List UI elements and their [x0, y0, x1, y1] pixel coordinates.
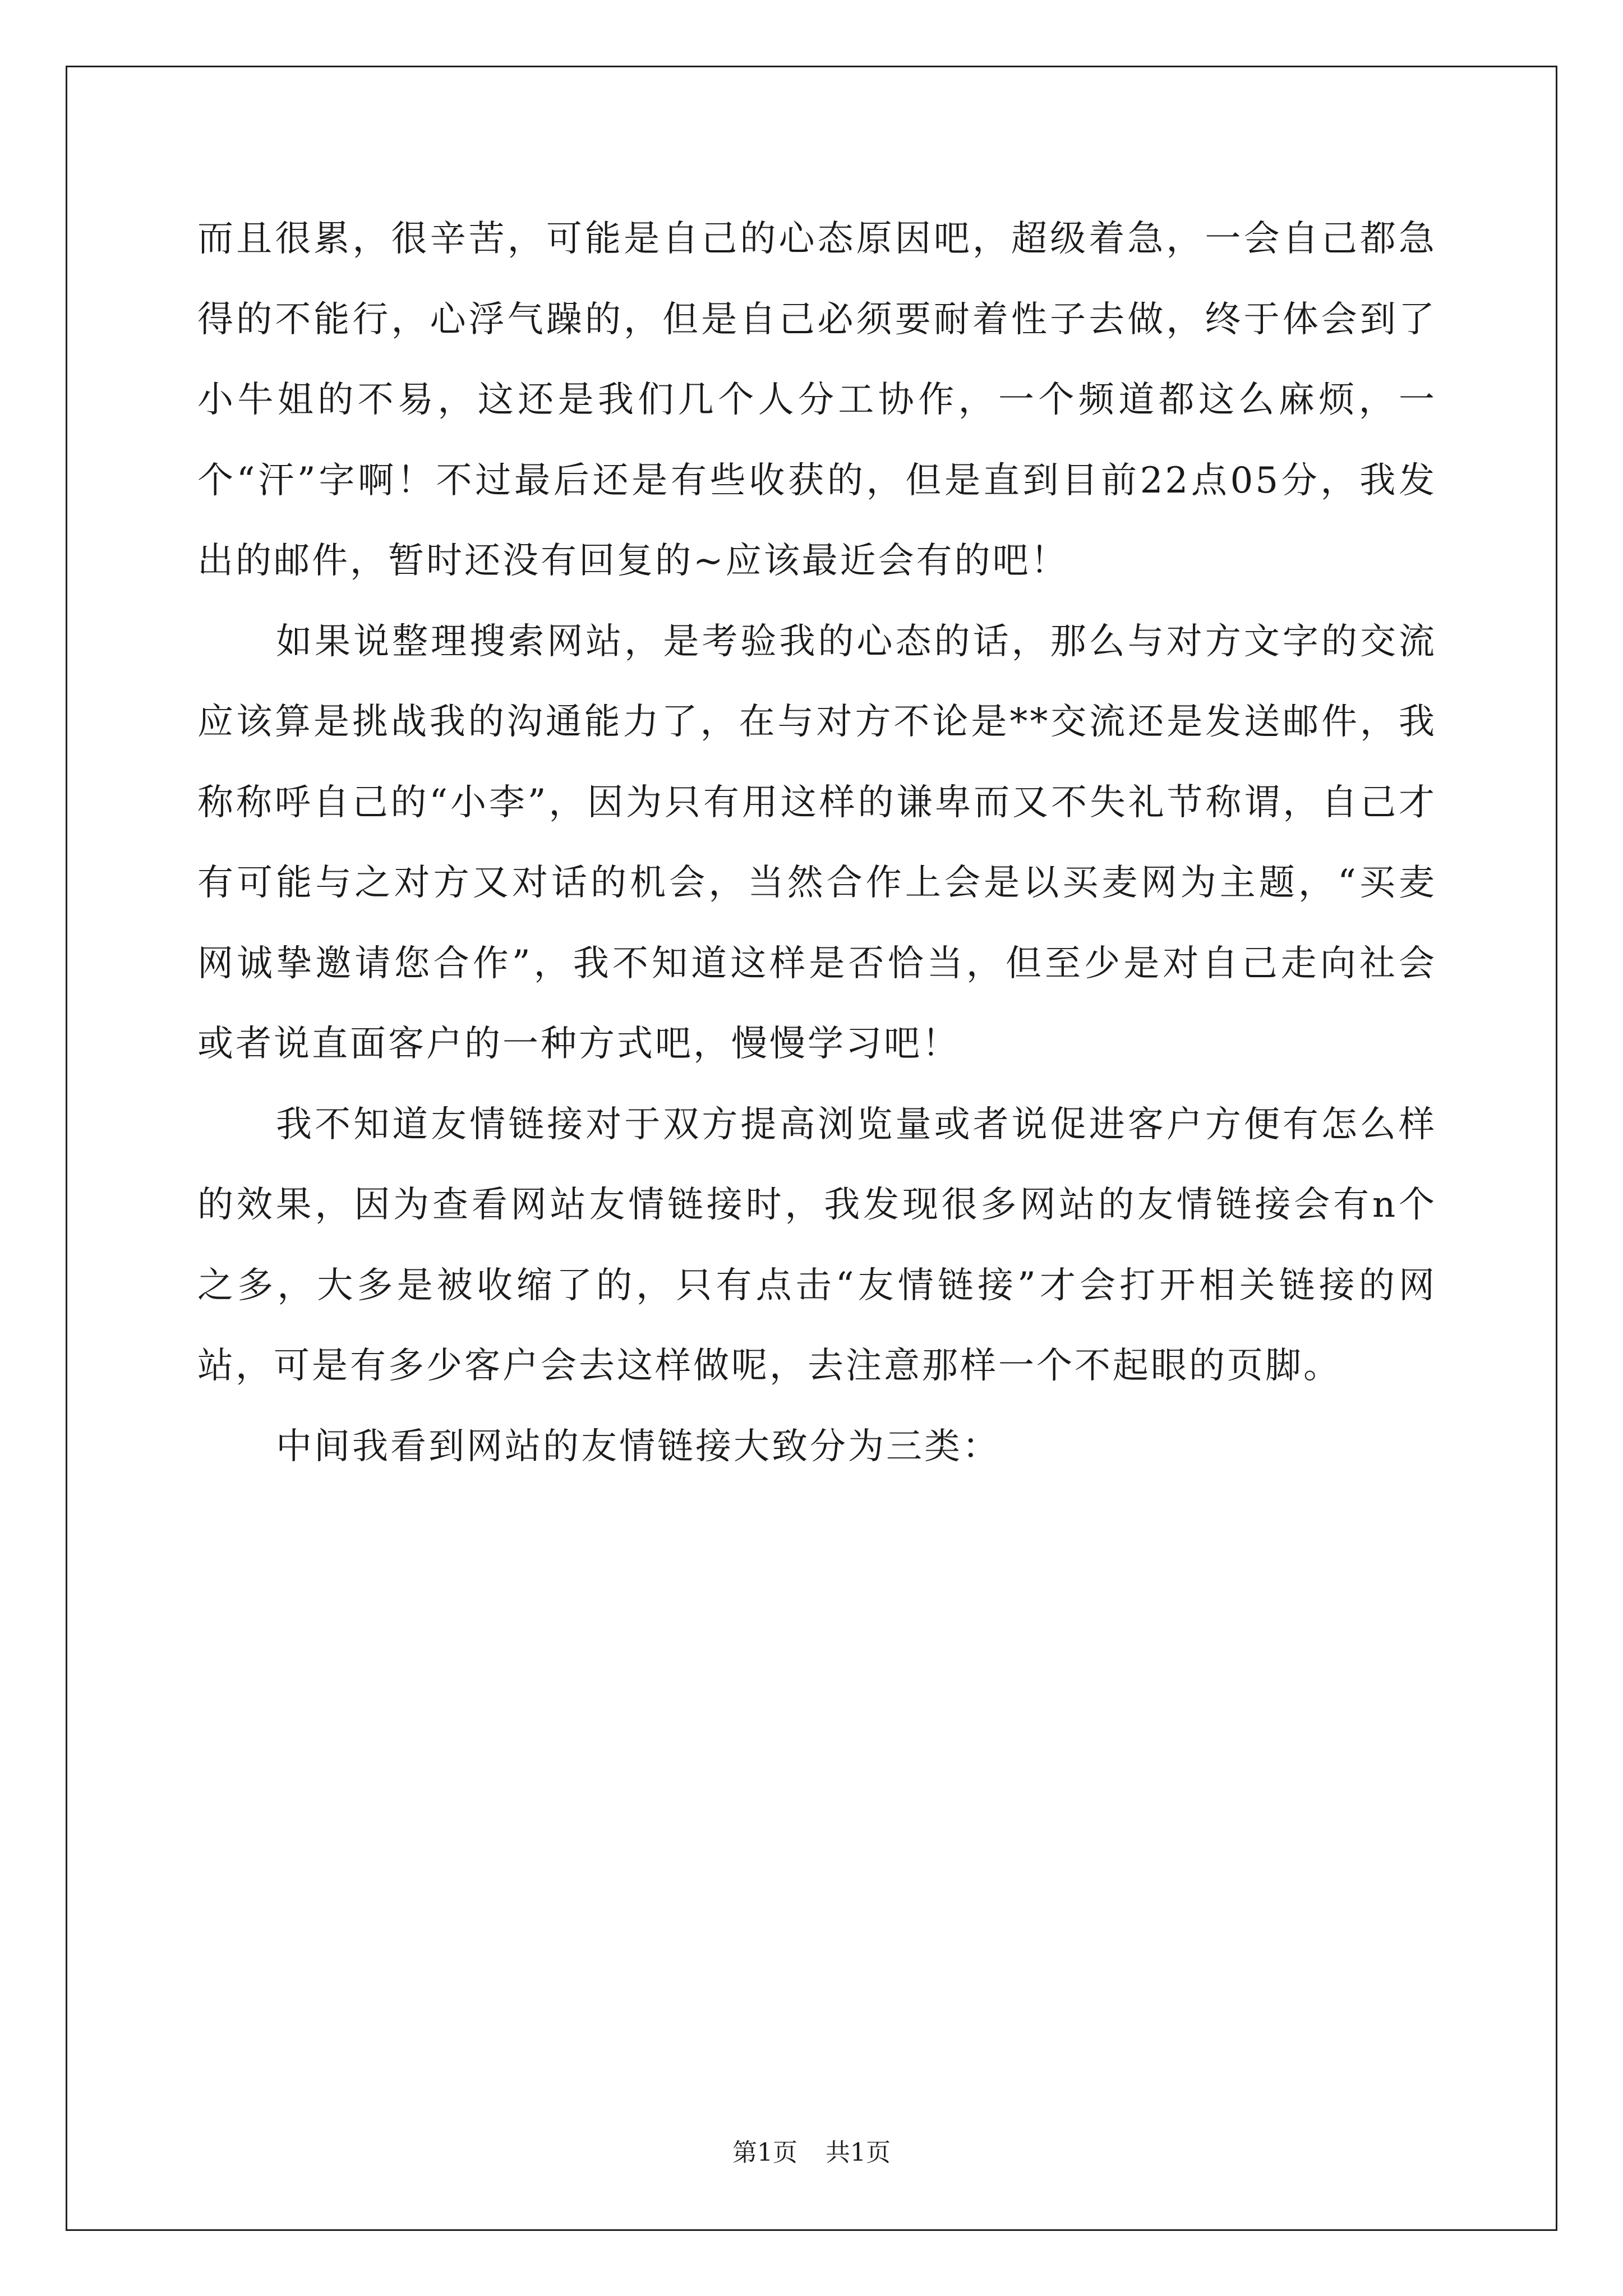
- page-total: 共1页: [826, 2138, 891, 2167]
- paragraph: 而且很累，很辛苦，可能是自己的心态原因吧，超级着急，一会自己都急得的不能行，心浮气躁的，但是自己必须要耐着性子去做，终于体会到了小牛姐的不易，这还是我们几个人分工协作，一个频道都这么麻烦，一个“汗”字啊！不过最后还是有些收获的，但是直到目前22点05分，我发出的邮件，暂时还没有回复的~应该最近会有的吧！: [197, 218, 1437, 582]
- document-body: [197, 199, 1437, 1487]
- page-number: 第1页: [732, 2138, 797, 2167]
- paragraph: 如果说整理搜索网站，是考验我的心态的话，那么与对方文字的交流应该算是挑战我的沟通能力了，在与对方不论是**交流还是发送邮件，我称称呼自己的“小李”，因为只有用这样的谦卑而又不失礼节称谓，自己才有可能与之对方又对话的机会，当然合作上会是以买麦网为主题，“买麦网诚挚邀请您合作”，我不知道这样是否恰当，但至少是对自己走向社会或者说直面客户的一种方式吧，慢慢学习吧！: [197, 620, 1437, 1065]
- page-footer: [0, 2136, 1623, 2170]
- paragraph: 我不知道友情链接对于双方提高浏览量或者说促进客户方便有怎么样的效果，因为查看网站友情链接时，我发现很多网站的友情链接会有n个之多，大多是被收缩了的，只有点击“友情链接”才会打开相关链接的网站，可是有多少客户会去这样做呢，去注意那样一个不起眼的页脚。: [197, 1103, 1437, 1387]
- paragraph: 中间我看到网站的友情链接大致分为三类：: [276, 1425, 1000, 1467]
